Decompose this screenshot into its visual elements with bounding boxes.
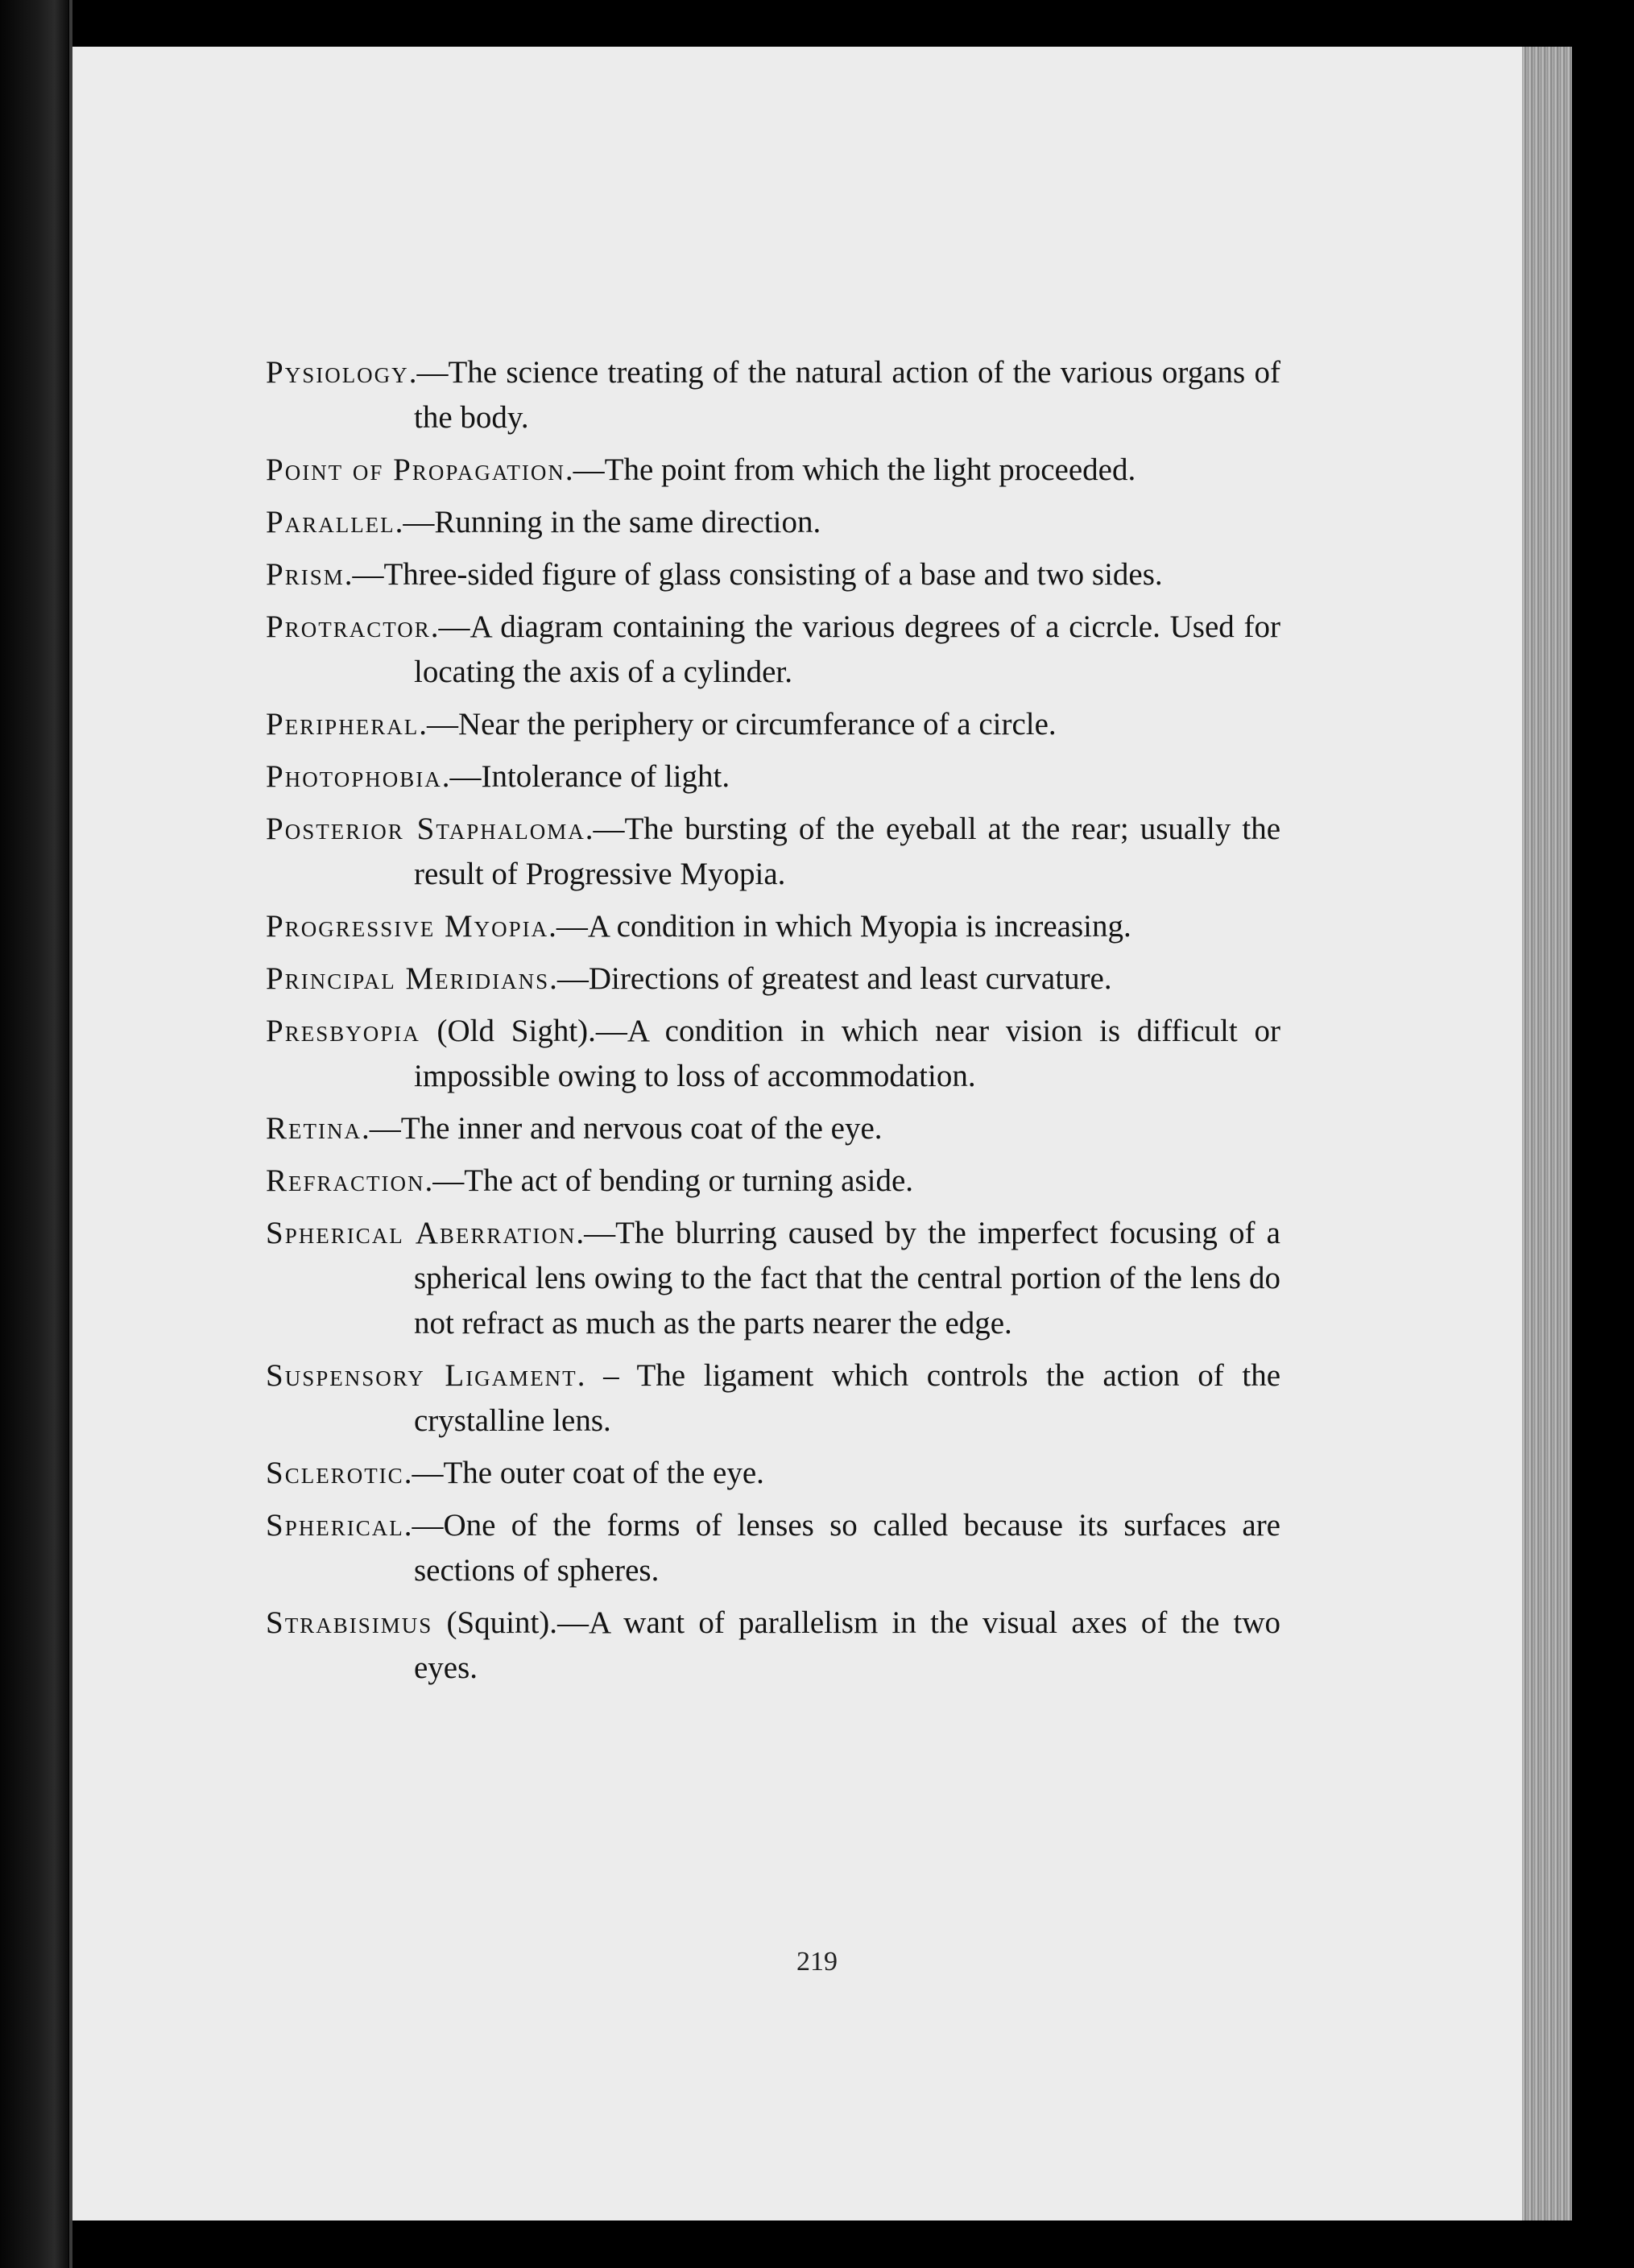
entry-term: Suspensory Ligament [266,1358,577,1393]
entry-term: Peripheral [266,707,420,742]
entry-definition: .—One of the forms of lenses so called because its surfaces are sections of spheres. [403,1508,1280,1588]
glossary-entry [266,1451,1280,1496]
glossary-entry [266,754,1280,799]
entry-definition: (Old Sight).—A condition in which near vision is difficult or impossible owing to loss of accommodation. [414,1014,1280,1093]
entry-term: Parallel [266,505,395,539]
entry-definition: (Squint).—A want of parallelism in the visual axes of the two eyes. [414,1605,1280,1685]
glossary-entry [266,1503,1280,1593]
glossary-entry [266,500,1280,545]
glossary-entry [266,1601,1280,1691]
entry-definition: .—The act of bending or turning aside. [424,1163,914,1198]
entry-term: Refraction [266,1163,425,1198]
entry-term: Spherical [266,1508,404,1543]
scan-background [1572,0,1634,2268]
entry-term: Strabisimus [266,1605,433,1640]
glossary-entry [266,904,1280,949]
glossary-entry [266,1106,1280,1151]
glossary-entry [266,1211,1280,1346]
entry-term: Protractor [266,609,431,644]
entry-term: Sclerotic [266,1456,404,1490]
glossary-entry [266,807,1280,897]
glossary-entry [266,350,1280,440]
entry-definition: .—The inner and nervous coat of the eye. [362,1111,883,1146]
entry-term: Spherical Aberration [266,1216,577,1250]
entry-definition: .—Intolerance of light. [441,759,730,794]
entry-definition: .—The outer coat of the eye. [403,1456,764,1490]
glossary-entry [266,1159,1280,1204]
entry-definition: .—The science treating of the natural action of the various organs of the body. [408,355,1280,435]
glossary-entry [266,702,1280,747]
glossary-entries [266,350,1280,1698]
entry-term: Principal Meridians [266,961,550,996]
entry-term: Posterior Staphaloma [266,812,585,846]
book-spine-shadow [0,0,68,2268]
entry-term: Photophobia [266,759,442,794]
entry-definition: .—Three-sided figure of glass consisting of a base and two sides. [344,557,1163,592]
glossary-entry [266,1353,1280,1444]
glossary-entry [266,605,1280,695]
entry-definition: .—Running in the same direction. [395,505,821,539]
entry-definition: .—The bursting of the eyeball at the rear; usually the result of Progressive Myopia. [414,812,1280,891]
entry-definition: .—A condition in which Myopia is increasing. [548,909,1131,944]
entry-definition: . – The ligament which controls the action of the crystalline lens. [414,1358,1281,1438]
glossary-entry [266,552,1280,597]
entry-definition: .—Directions of greatest and least curvature. [549,961,1112,996]
glossary-entry [266,956,1280,1002]
entry-term: Pysiology [266,355,409,390]
page-stack-edge [1522,47,1572,2220]
entry-definition: .—The blurring caused by the imperfect focusing of a spherical lens owing to the fact that the central portion of the lens do not refract as much as the parts nearer the edge. [414,1216,1280,1341]
page-number: 219 [796,1947,838,1977]
entry-definition: .—A diagram containing the various degrees of a cicrcle. Used for locating the axis of a cylinder. [414,609,1280,689]
glossary-entry [266,1009,1280,1099]
entry-term: Progressive Myopia [266,909,549,944]
entry-term: Prism [266,557,345,592]
entry-term: Point of Propagation [266,452,565,487]
entry-term: Presbyopia [266,1014,420,1048]
entry-term: Retina [266,1111,362,1146]
entry-definition: .—Near the periphery or circumferance of a circle. [419,707,1057,742]
entry-definition: .—The point from which the light proceeded. [565,452,1136,487]
glossary-entry [266,448,1280,493]
